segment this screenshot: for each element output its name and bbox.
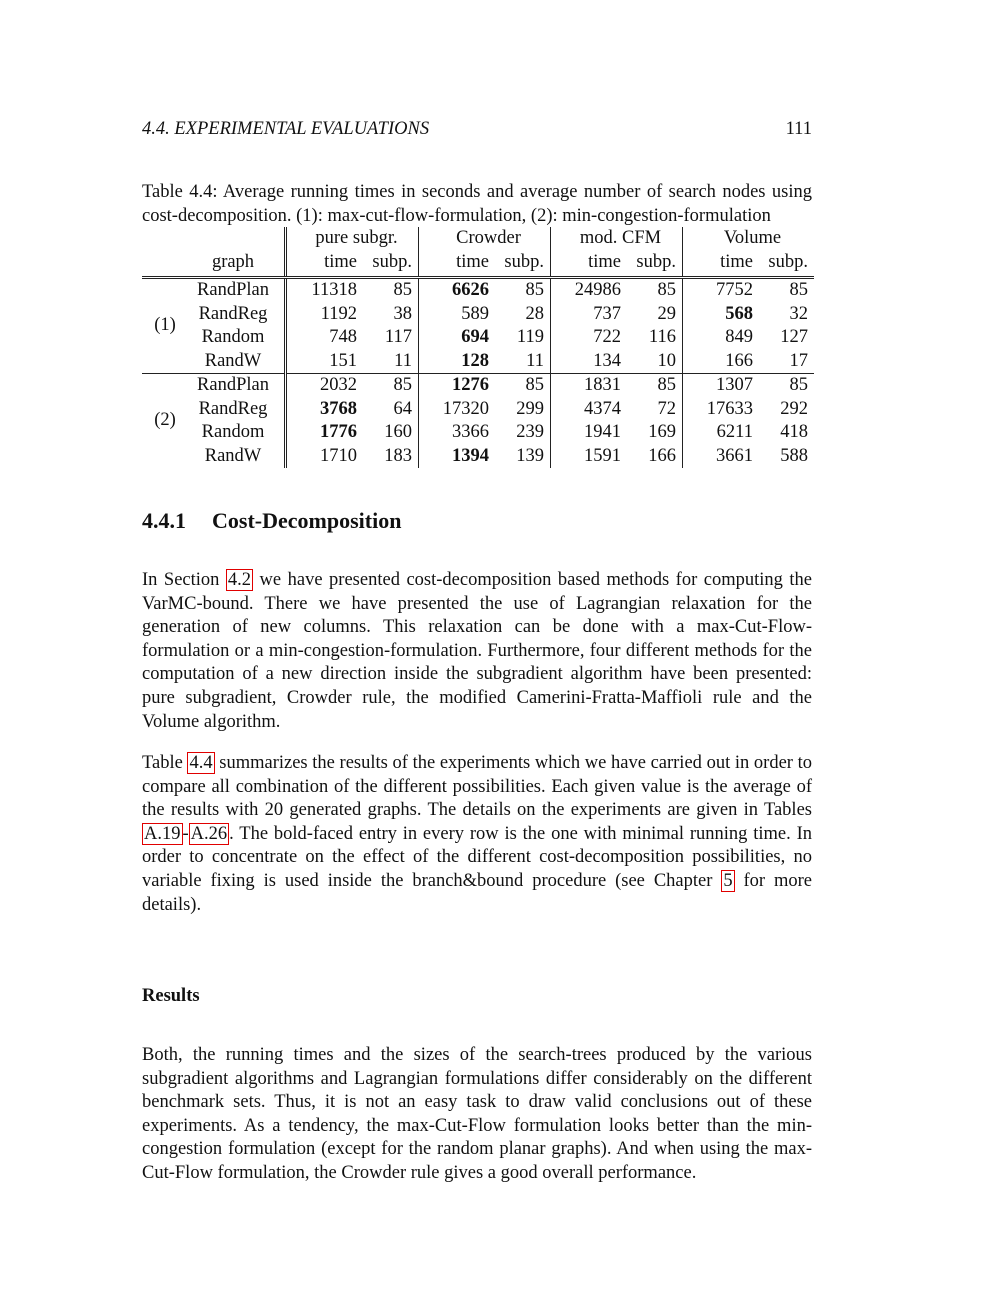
- subp-cell: 183: [384, 445, 412, 466]
- graph-name: RandW: [204, 445, 262, 466]
- section-heading: [142, 508, 401, 534]
- graph-name: RandReg: [198, 398, 268, 419]
- section-number: 4.4.1: [142, 508, 186, 533]
- time-cell: 24986: [551, 278, 622, 303]
- subp-cell: 32: [789, 303, 808, 324]
- group-label: (2): [142, 374, 188, 469]
- running-header: [142, 119, 812, 140]
- subp-cell: 117: [384, 327, 412, 347]
- text: we have presented cost-decomposition based methods for computing the VarMC-bound. There we have presented the use of Lagrangian relaxation for the generation of new columns. This relaxation can be done with a max-Cut-Flow-formulation or a min-congestion-formulation. Furthermore, four different methods for the computation of a new direction inside the subgradient algorithm have been presented: pure subgradient, Crowder rule, the modified Camerini-Fratta-Maffioli rule and the Volume algorithm.: [142, 570, 812, 732]
- subp-cell: 85: [657, 280, 676, 300]
- time-cell: 2032: [286, 374, 358, 398]
- paragraph-table-summary: [142, 752, 812, 917]
- section-title: Cost-Decomposition: [212, 508, 402, 533]
- time-cell: 134: [551, 350, 622, 374]
- subp-cell: 38: [393, 303, 412, 324]
- time-cell: 11318: [286, 278, 358, 303]
- subp-cell: 85: [525, 280, 544, 300]
- time-cell: 4374: [551, 398, 622, 422]
- time-cell: 6626: [419, 278, 490, 303]
- table-ref-link[interactable]: 4.4: [189, 753, 213, 773]
- time-cell: 1776: [286, 421, 358, 445]
- table-row: [142, 326, 814, 350]
- results-table: [142, 227, 814, 468]
- time-cell: 3366: [419, 421, 490, 445]
- subp-cell: 17: [789, 350, 808, 371]
- time-cell: 3768: [286, 398, 358, 422]
- subp-cell: 119: [516, 327, 544, 347]
- time-cell: 589: [419, 303, 490, 327]
- paragraph-results: Both, the running times and the sizes of the search-trees produced by the various subgradient algorithms and Lagrangian formulations differ considerably on the different benchmark sets. Thus, it is not an easy task to draw valid conclusions out of these experiments. As a tendency, the max-Cut-Flow formulation looks better than the min-congestion formulation (except for the random planar graphs). And when using the max-Cut-Flow formulation, the Crowder rule gives a good overall performance.: [142, 1045, 812, 1183]
- subp-cell: 85: [753, 374, 814, 398]
- method-header: pure subgr.: [286, 227, 419, 251]
- time-cell: 748: [286, 326, 358, 350]
- time-cell: 1192: [286, 303, 358, 327]
- table-caption: Table 4.4: Average running times in seconds and average number of search nodes using cost-decomposition. (1): max-cut-flow-formulation, (2): min-congestion-formulation: [142, 182, 812, 226]
- time-cell: 1941: [551, 421, 622, 445]
- subsection-heading: Results: [142, 986, 200, 1006]
- time-cell: 128: [419, 350, 490, 374]
- table-row: [142, 421, 814, 445]
- time-cell: 1307: [683, 374, 754, 398]
- table-row: [142, 445, 814, 469]
- subp-cell: 169: [648, 422, 676, 442]
- time-cell: 1831: [551, 374, 622, 398]
- subp-cell: 29: [657, 303, 676, 324]
- running-header-title: 4.4. EXPERIMENTAL EVALUATIONS: [142, 119, 430, 139]
- subp-cell: 85: [789, 280, 808, 300]
- subp-cell: 85: [357, 374, 419, 398]
- graph-name: Random: [201, 327, 265, 347]
- subp-header: subp.: [357, 251, 419, 278]
- subp-cell: 166: [648, 445, 676, 466]
- table-header-row-1: [142, 227, 814, 251]
- paragraph-intro: [142, 569, 812, 734]
- section-ref-link[interactable]: 4.2: [227, 570, 252, 590]
- time-cell: 7752: [683, 278, 754, 303]
- subp-cell: 127: [780, 327, 808, 347]
- time-header: time: [683, 251, 754, 278]
- text: . The bold-faced entry in every row is the one with minimal running time. In order to concentrate on the effect of the different cost-decomposition possibilities, no variable fixing is used inside the branch&bound procedure (see Chapter: [142, 823, 812, 891]
- subp-cell: 292: [780, 398, 808, 419]
- time-header: time: [286, 251, 358, 278]
- time-cell: 737: [551, 303, 622, 327]
- time-cell: 6211: [683, 421, 754, 445]
- graph-name: Random: [201, 422, 265, 442]
- subp-cell: 85: [621, 374, 683, 398]
- subp-cell: 139: [516, 445, 544, 466]
- table-row: [142, 350, 814, 374]
- table-header-row-2: [142, 251, 814, 278]
- group-label: (1): [154, 315, 176, 336]
- method-header: mod. CFM: [551, 227, 683, 251]
- graph-name: RandPlan: [188, 374, 286, 398]
- appendix-table-ref-link[interactable]: A.19: [144, 823, 181, 844]
- appendix-table-ref-link[interactable]: A.26: [190, 823, 228, 844]
- time-header: time: [551, 251, 622, 278]
- table-row: [142, 398, 814, 422]
- time-cell: 694: [419, 326, 490, 350]
- time-cell: 568: [683, 303, 754, 327]
- time-cell: 849: [683, 326, 754, 350]
- subp-cell: 85: [393, 280, 412, 300]
- graph-column-header: graph: [188, 251, 286, 278]
- table-row: [142, 374, 814, 398]
- graph-name: RandW: [204, 350, 262, 371]
- time-header: time: [419, 251, 490, 278]
- graph-name: RandPlan: [197, 280, 269, 300]
- subp-cell: 11: [526, 350, 544, 371]
- time-cell: 722: [551, 326, 622, 350]
- subp-cell: 239: [516, 422, 544, 442]
- time-cell: 3661: [683, 445, 754, 469]
- subp-cell: 418: [780, 422, 808, 442]
- subp-header: subp.: [753, 251, 814, 278]
- text: -: [182, 823, 189, 844]
- time-cell: 17633: [683, 398, 754, 422]
- subp-cell: 72: [657, 398, 676, 419]
- time-cell: 17320: [419, 398, 490, 422]
- time-cell: 151: [286, 350, 358, 374]
- table-row: [142, 278, 814, 303]
- chapter-ref-link[interactable]: 5: [723, 870, 733, 891]
- subp-cell: 10: [657, 350, 676, 371]
- subp-cell: 116: [648, 327, 676, 347]
- subp-header: subp.: [621, 251, 683, 278]
- subp-cell: 64: [393, 398, 412, 419]
- text: In Section: [142, 570, 226, 590]
- graph-name: RandReg: [198, 303, 268, 324]
- subp-cell: 11: [394, 350, 412, 371]
- subp-cell: 588: [780, 445, 808, 466]
- text: summarizes the results of the experiments which we have carried out in order to compare all combination of the different possibilities. Each given value is the average of the results with 20 generated graphs. The details on the experiments are given in Tables: [142, 753, 812, 821]
- text: for more details).: [142, 870, 812, 915]
- subp-header: subp.: [489, 251, 551, 278]
- subp-cell: 28: [525, 303, 544, 324]
- time-cell: 166: [683, 350, 754, 374]
- text: Table: [142, 753, 188, 773]
- table-row: [142, 303, 814, 327]
- method-header: Volume: [683, 227, 815, 251]
- time-cell: 1591: [551, 445, 622, 469]
- time-cell: 1394: [419, 445, 490, 469]
- method-header: Crowder: [419, 227, 551, 251]
- time-cell: 1276: [419, 374, 490, 398]
- subp-cell: 85: [489, 374, 551, 398]
- subp-cell: 160: [384, 422, 412, 442]
- page-number: 111: [785, 119, 812, 139]
- subp-cell: 299: [516, 398, 544, 419]
- time-cell: 1710: [286, 445, 358, 469]
